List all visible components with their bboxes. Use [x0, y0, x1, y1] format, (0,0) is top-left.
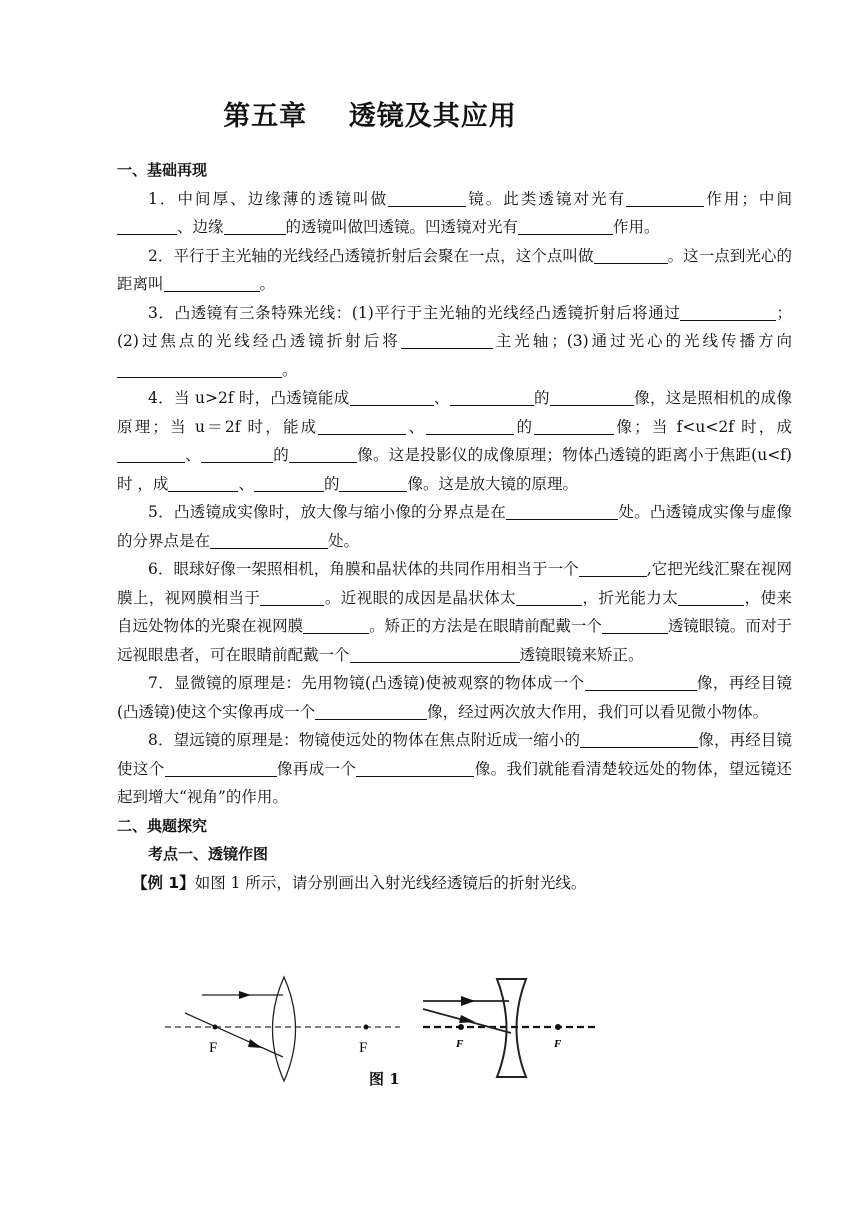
arrow-icon: [248, 1039, 262, 1048]
blank[interactable]: [506, 502, 618, 520]
chapter-number: 第五章: [223, 101, 308, 132]
blank[interactable]: [516, 588, 582, 606]
blank[interactable]: [339, 474, 407, 492]
chapter-title: [0, 94, 740, 133]
question-7: 7．显微镜的原理是：先用物镜(凸透镜)使被观察的物体成一个 像，再经目镜(凸透镜)使这个实像再成一个 像，经过两次放大作用，我们可以看见微小物体。: [117, 674, 792, 721]
blank[interactable]: [678, 588, 744, 606]
incident-ray-through-focus: [185, 1013, 283, 1057]
example-1: [117, 869, 792, 898]
blank[interactable]: [518, 217, 613, 235]
blank[interactable]: [164, 274, 260, 292]
blank[interactable]: [117, 445, 185, 463]
blank[interactable]: [585, 673, 697, 691]
blank[interactable]: [356, 759, 474, 777]
blank[interactable]: [260, 588, 324, 606]
blank[interactable]: [534, 417, 614, 435]
focus-point-left: [458, 1024, 464, 1030]
blank[interactable]: [626, 189, 704, 207]
question-4: 4．当 u>2f 时，凸透镜能成 、 的 像，这是照相机的成像原理；当 u＝2f 时，能成 、 的 像；当 f<u<2f 时，成、 的 像。这是投影仪的成像原理；物体凸透镜的距离小于焦距(u<f)时 ，成 、 的 像。这是放大镜的原理。: [117, 389, 792, 493]
blank[interactable]: [680, 303, 776, 321]
question-2: 2．平行于主光轴的光线经凸透镜折射后会聚在一点，这个点叫做 。这一点到光心的距离叫 。: [117, 246, 792, 293]
blank[interactable]: [580, 730, 698, 748]
topic-heading-lens-drawing: 考点一、透镜作图: [148, 845, 269, 863]
question-5: 5．凸透镜成实像时，放大像与缩小像的分界点是在 处。凸透镜成实像与虚像的分界点是在 处。: [117, 503, 792, 550]
worksheet-body: [117, 156, 792, 897]
blank[interactable]: [426, 417, 514, 435]
example-text: 如图 1 所示，请分别画出入射光线经透镜后的折射光线。: [194, 873, 587, 892]
blank[interactable]: [254, 474, 324, 492]
blank[interactable]: [388, 189, 466, 207]
question-8: 8．望远镜的原理是：物镜使远处的物体在焦点附近成一缩小的 像，再经目镜使这个 像再成一个 像。我们就能看清楚较远处的物体，望远镜还起到增大“视角”的作用。: [117, 731, 792, 806]
blank[interactable]: [303, 616, 369, 634]
blank[interactable]: [401, 331, 493, 349]
blank[interactable]: [602, 616, 668, 634]
section-heading-examples: 二、典题探究: [117, 816, 208, 835]
blank[interactable]: [210, 531, 328, 549]
blank[interactable]: [117, 217, 177, 235]
convex-lens-diagram: [165, 977, 400, 1081]
focus-point-right: [364, 1025, 369, 1030]
concave-lens-diagram: [423, 979, 595, 1077]
blank[interactable]: [315, 702, 427, 720]
arrow-icon: [459, 1015, 475, 1023]
question-6: 6．眼球好像一架照相机，角膜和晶状体的共同作用相当于一个 ,它把光线汇聚在视网膜上，视网膜相当于 。近视眼的成因是晶状体太 ，折光能力太 ，使来自远处物体的光聚在视网膜 。矫正的方法是在眼睛前配戴一个 透镜眼镜。而对于远视眼患者，可在眼睛前配戴一个 透镜眼镜来矫正。: [117, 560, 792, 664]
blank[interactable]: [579, 559, 647, 577]
blank[interactable]: [350, 388, 434, 406]
focus-point-right: [555, 1024, 561, 1030]
section-heading-basics: 一、基础再现: [117, 161, 208, 179]
blank[interactable]: [117, 360, 282, 378]
arrow-icon: [461, 996, 475, 1006]
blank[interactable]: [350, 645, 520, 663]
example-tag: 【例 1】: [132, 873, 195, 892]
blank[interactable]: [224, 217, 286, 235]
blank[interactable]: [450, 388, 534, 406]
focus-label-right: F: [359, 1040, 368, 1056]
question-3: 3．凸透镜有三条特殊光线：(1)平行于主光轴的光线经凸透镜折射后将通过 ；(2)过焦点的光线经凸透镜折射后将 主光轴；(3)通过光心的光线传播方向。: [117, 303, 792, 379]
blank[interactable]: [318, 417, 406, 435]
blank[interactable]: [201, 445, 273, 463]
figure-label: 图 1: [369, 1070, 400, 1088]
focus-point-left: [213, 1025, 218, 1030]
focus-label-left: F: [456, 1038, 464, 1050]
focus-label-right: F: [554, 1038, 562, 1050]
blank[interactable]: [594, 246, 668, 264]
arrow-icon: [239, 991, 251, 999]
convex-lens: [273, 977, 296, 1081]
chapter-topic: 透镜及其应用: [348, 101, 517, 132]
blank[interactable]: [289, 445, 357, 463]
blank[interactable]: [165, 759, 277, 777]
focus-label-left: F: [209, 1040, 218, 1056]
blank[interactable]: [168, 474, 238, 492]
question-1: 1．中间厚、边缘薄的透镜叫做 镜。此类透镜对光有 作用；中间、边缘 的透镜叫做凹透镜。凹透镜对光有 作用。: [117, 185, 792, 242]
blank[interactable]: [550, 388, 634, 406]
